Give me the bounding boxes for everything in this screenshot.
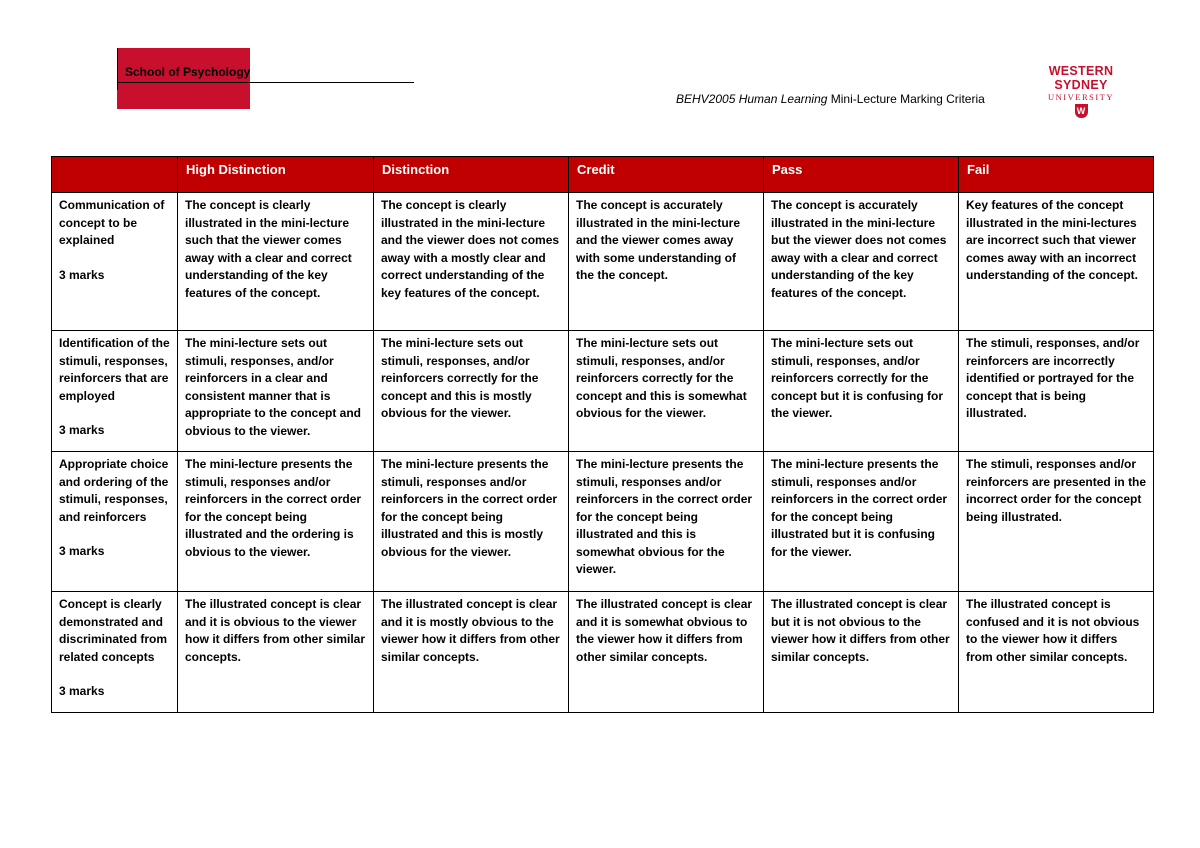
table-cell: The concept is clearly illustrated in the mini-lecture such that the viewer comes away with a clear and correct understanding of the key features of the concept. [178, 193, 374, 331]
logo-line1: WESTERN SYDNEY [1048, 64, 1114, 92]
table-cell: The concept is clearly illustrated in the mini-lecture and the viewer does not comes away with a mostly clear and correct understanding of the key features of the concept. [374, 193, 569, 331]
criterion-marks: 3 marks [59, 267, 105, 282]
unit-title: BEHV2005 Human Learning [676, 92, 828, 106]
table-row [52, 592, 1154, 713]
table-cell: The illustrated concept is confused and it is not obvious to the viewer how it differs from other similar concepts. [959, 592, 1154, 713]
criterion-marks: 3 marks [59, 684, 105, 698]
table-cell: The illustrated concept is clear and it is somewhat obvious to the viewer how it differs from other similar concepts. [569, 592, 764, 713]
column-header-distinction: Distinction [374, 157, 569, 193]
table-cell: The concept is accurately illustrated in the mini-lecture and the viewer comes away with some understanding of the the concept. [569, 193, 764, 331]
criterion-label: Communication of concept to be explained [59, 198, 165, 247]
criterion-label: Concept is clearly demonstrated and discriminated from related concepts [59, 597, 168, 664]
table-cell: The mini-lecture sets out stimuli, responses, and/or reinforcers correctly for the concept but it is confusing for the viewer. [764, 331, 959, 452]
table-cell: The mini-lecture presents the stimuli, responses and/or reinforcers in the correct order for the concept being illustrated but it is confusing for the viewer. [764, 452, 959, 592]
header-vertical-rule [117, 48, 118, 90]
criterion-label: Identification of the stimuli, responses, reinforcers that are employed [59, 336, 170, 403]
column-header-high-distinction: High Distinction [178, 157, 374, 193]
criterion-label: Appropriate choice and ordering of the stimuli, responses, and reinforcers [59, 457, 169, 524]
marking-rubric-table [51, 156, 1154, 713]
table-cell: The stimuli, responses and/or reinforcers are presented in the incorrect order for the concept being illustrated. [959, 452, 1154, 592]
table-cell: Key features of the concept illustrated in the mini-lectures are incorrect such that viewer comes away with an incorrect understanding of the concept. [959, 193, 1154, 331]
column-header [52, 157, 178, 193]
table-cell: The mini-lecture sets out stimuli, responses, and/or reinforcers in a clear and consistent manner that is appropriate to the concept and obvious to the viewer. [178, 331, 374, 452]
header-horizontal-rule [117, 82, 414, 83]
table-cell: The concept is accurately illustrated in the mini-lecture but the viewer does not comes away with a clear and correct understanding of the key features of the concept. [764, 193, 959, 331]
table-cell: The illustrated concept is clear and it is obvious to the viewer how it differs from other similar concepts. [178, 592, 374, 713]
shield-icon: W [1075, 104, 1088, 118]
table-header-row [52, 157, 1154, 193]
criterion-cell [52, 592, 178, 713]
table-cell: The illustrated concept is clear and it is mostly obvious to the viewer how it differs from other similar concepts. [374, 592, 569, 713]
logo-line2: UNIVERSITY [1048, 92, 1114, 102]
table-row [52, 193, 1154, 331]
university-logo [1026, 64, 1136, 118]
table-row [52, 331, 1154, 452]
table-cell: The mini-lecture presents the stimuli, responses and/or reinforcers in the correct order for the concept being illustrated and this is mostly obvious for the viewer. [374, 452, 569, 592]
criterion-cell [52, 331, 178, 452]
table-cell: The mini-lecture sets out stimuli, responses, and/or reinforcers correctly for the concept and this is somewhat obvious for the viewer. [569, 331, 764, 452]
table-cell: The illustrated concept is clear but it is not obvious to the viewer how it differs from other similar concepts. [764, 592, 959, 713]
column-header-credit: Credit [569, 157, 764, 193]
criterion-marks: 3 marks [59, 544, 105, 558]
criterion-marks: 3 marks [59, 423, 105, 437]
table-row [52, 452, 1154, 592]
column-header-pass: Pass [764, 157, 959, 193]
criterion-cell [52, 193, 178, 331]
document-title [676, 92, 985, 106]
criterion-cell [52, 452, 178, 592]
table-cell: The mini-lecture sets out stimuli, responses, and/or reinforcers correctly for the concept and this is mostly obvious for the viewer. [374, 331, 569, 452]
school-name: School of Psychology [125, 65, 251, 79]
criteria-title: Mini-Lecture Marking Criteria [827, 92, 985, 106]
table-cell: The mini-lecture presents the stimuli, responses and/or reinforcers in the correct order for the concept being illustrated and this is somewhat obvious for the viewer. [569, 452, 764, 592]
table-cell: The mini-lecture presents the stimuli, responses and/or reinforcers in the correct order for the concept being illustrated and the ordering is obvious to the viewer. [178, 452, 374, 592]
column-header-fail: Fail [959, 157, 1154, 193]
table-cell: The stimuli, responses, and/or reinforcers are incorrectly identified or portrayed for the concept that is being illustrated. [959, 331, 1154, 452]
